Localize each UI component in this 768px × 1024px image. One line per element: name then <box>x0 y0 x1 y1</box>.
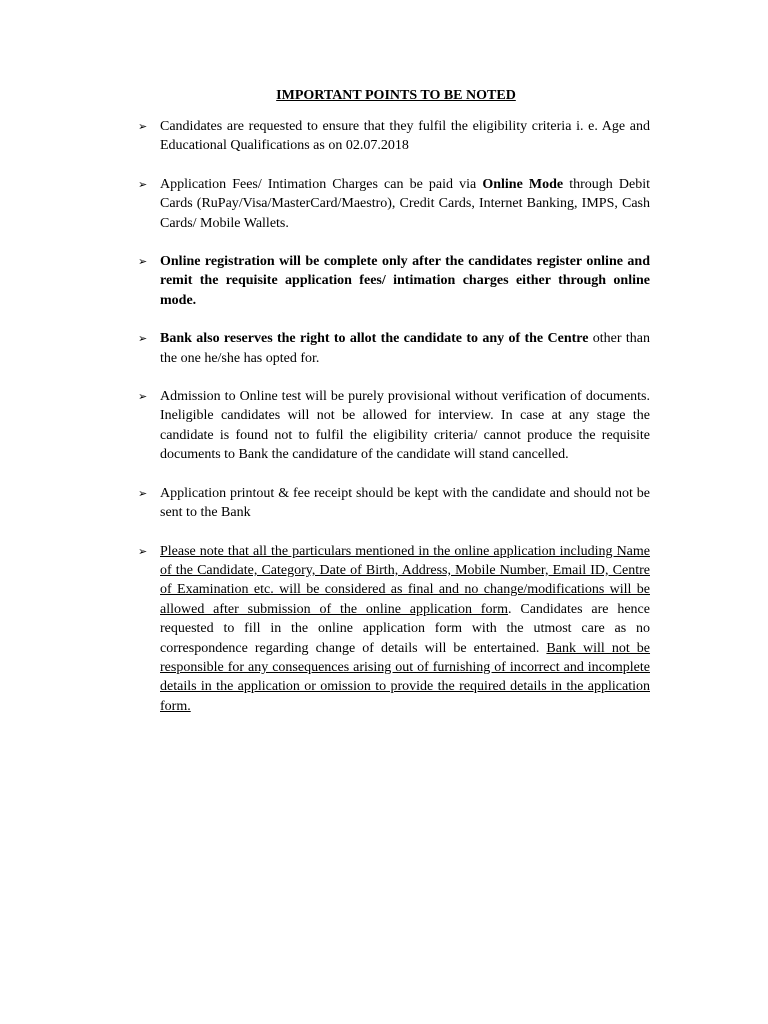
note-text: Candidates are requested to ensure that they fulfil the eligibility criteria i. e. Age and Educational Qualifications as on 02.07.2018 <box>160 119 650 154</box>
note-text-bold: Online Mode <box>482 176 564 192</box>
note-text-underlined: Bank will not be responsible for any consequences arising out of furnishing of incorrect and incomplete details in the application or omission to provide the required details in the application form. <box>160 640 651 714</box>
arrow-bullet-icon: ➢ <box>138 255 148 269</box>
note-particulars <box>138 542 650 717</box>
arrow-bullet-icon: ➢ <box>138 390 148 404</box>
arrow-bullet-icon: ➢ <box>138 486 148 500</box>
note-eligibility <box>138 117 650 156</box>
note-admission <box>138 387 650 465</box>
note-centre-allotment <box>138 329 650 368</box>
notes-list <box>138 117 650 716</box>
document-title: IMPORTANT POINTS TO BE NOTED <box>276 88 516 103</box>
arrow-bullet-icon: ➢ <box>138 120 148 133</box>
note-text-bold: Online registration will be complete only after the candidates register online and remit the requisite application fees/ intimation charges either through online mode. <box>160 254 650 308</box>
note-text-underlined: Please note that all the particulars mentioned in the online application including Name of the Candidate, Category, Date of Birth, Address, Mobile Number, Email ID, Centre of Examination etc. will be considered as final and no change/modifications will be allowed after submission of the online application form <box>160 543 650 617</box>
note-fees <box>138 175 650 233</box>
arrow-bullet-icon: ➢ <box>138 177 148 191</box>
note-text: other than the one he/she has opted for. <box>160 331 651 366</box>
note-text: Application printout & fee receipt should be kept with the candidate and should not be sent to the Bank <box>160 485 650 521</box>
note-text: . Candidates are hence requested to fill in the online application form with the utmost care as no correspondence regarding change of details will be entertained. <box>160 601 650 656</box>
note-text: Application Fees/ Intimation Charges can be paid via <box>160 176 483 192</box>
note-registration <box>138 252 650 310</box>
note-printout <box>138 484 650 523</box>
arrow-bullet-icon: ➢ <box>138 332 148 346</box>
note-text: Admission to Online test will be purely provisional without verification of documents. Ineligible candidates will not be allowed for interview. In case at any stage the candidate is found not to fulfil the eligibility criteria/ cannot produce the requisite documents to Bank the candidature of the candidate will stand cancelled. <box>160 389 650 463</box>
arrow-bullet-icon: ➢ <box>138 544 148 558</box>
note-text-bold: Bank also reserves the right to allot the candidate to any of the Centre <box>160 331 589 347</box>
note-text: through Debit Cards (RuPay/Visa/MasterCard/Maestro), Credit Cards, Internet Banking, IMPS, Cash Cards/ Mobile Wallets. <box>160 176 651 231</box>
